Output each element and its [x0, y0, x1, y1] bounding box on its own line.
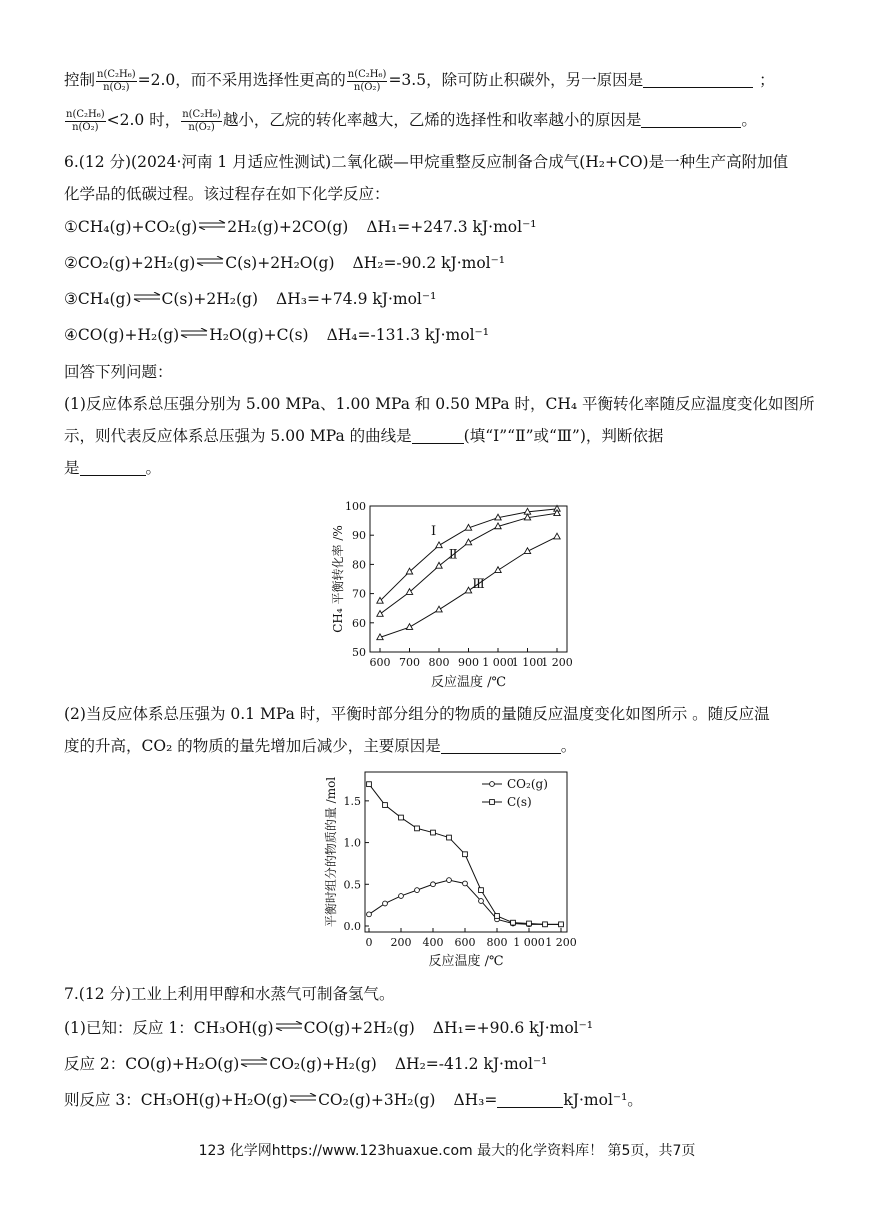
- data-point: [447, 835, 452, 840]
- ratio-fraction: [181, 109, 222, 134]
- reaction-rhs: C(s)+2H₂O(g): [225, 254, 335, 272]
- data-point: [399, 815, 404, 820]
- series-label: Ⅲ: [472, 576, 485, 592]
- x-tick-label: 700: [399, 656, 420, 669]
- answer-blank[interactable]: [80, 459, 146, 476]
- q6-part1-text-c: 是: [64, 459, 80, 477]
- reaction-enthalpy: ΔH₂=-90.2 kJ·mol⁻¹: [352, 254, 506, 272]
- q6-part1-line-1: (1)反应体系总压强分别为 5.00 MPa、1.00 MPa 和 0.50 MPa 时，CH₄ 平衡转化率随反应温度变化如图所: [64, 395, 815, 413]
- data-point: [543, 922, 548, 927]
- equilibrium-arrow-icon: [198, 220, 226, 230]
- reaction-lhs: (1)已知：反应 1：CH₃OH(g): [64, 1019, 274, 1037]
- x-axis-label: 反应温度 /℃: [428, 954, 504, 969]
- equilibrium-arrow-icon: [240, 1057, 268, 1067]
- reaction-enthalpy: ΔH₃=: [453, 1091, 498, 1109]
- x-tick-label: 0: [365, 936, 373, 949]
- data-point: [479, 899, 484, 904]
- x-tick-label: 200: [390, 936, 412, 949]
- legend-label: CO₂(g): [507, 777, 548, 791]
- q5-text-b: =2.0，而不采用选择性更高的: [137, 71, 346, 89]
- page-footer: 123 化学网https://www.123huaxue.com 最大的化学资料库！ 第5页，共7页: [198, 1143, 696, 1159]
- q5-end: ；: [759, 71, 775, 89]
- y-tick-label: 80: [352, 558, 366, 572]
- data-point: [431, 882, 436, 887]
- q7-reaction-1: [64, 1016, 593, 1038]
- series-line-1: [369, 880, 561, 924]
- y-axis-label: 平衡时组分的物质的量 /mol: [324, 776, 338, 928]
- frac-denominator: n(O₂): [103, 81, 130, 93]
- component-amount-chart: [320, 766, 580, 970]
- x-tick-label: 1 000: [482, 656, 514, 669]
- reaction-rhs: CO(g)+2H₂(g): [303, 1019, 415, 1037]
- reaction-enthalpy: ΔH₁=+247.3 kJ·mol⁻¹: [366, 218, 537, 236]
- equilibrium-arrow-icon: [180, 328, 208, 338]
- q5-line-1: [64, 68, 775, 94]
- x-tick-label: 800: [486, 936, 508, 949]
- data-point: [554, 533, 560, 539]
- reaction-rhs: 2H₂(g)+2CO(g): [227, 218, 349, 236]
- frac-denominator: n(O₂): [353, 81, 381, 93]
- y-tick-label: 90: [352, 529, 366, 543]
- frac-numerator: n(C₂H₆): [66, 108, 105, 120]
- q5-text-a: 控制: [64, 71, 96, 89]
- reaction-4: [64, 326, 489, 344]
- reaction-lhs: ①CH₄(g)+CO₂(g): [64, 218, 198, 236]
- data-point: [367, 912, 372, 917]
- data-point: [479, 888, 484, 893]
- q6-part2-line-1: (2)当反应体系总压强为 0.1 MPa 时，平衡时部分组分的物质的量随反应温度变化如图所示 。随反应温: [64, 705, 770, 723]
- data-point: [465, 539, 471, 545]
- data-point: [436, 542, 442, 548]
- frac-denominator: n(O₂): [188, 121, 215, 133]
- reaction-rhs: CO₂(g)+H₂(g): [269, 1055, 377, 1073]
- data-point: [399, 894, 404, 899]
- answer-blank[interactable]: [412, 427, 464, 444]
- q5-text-c: =3.5，除可防止积碳外，另一原因是: [388, 71, 644, 89]
- q6-part2-end: 。: [560, 737, 577, 755]
- q6-part1-line-3: [64, 456, 161, 478]
- data-point: [495, 567, 501, 573]
- x-tick-label: 900: [458, 656, 479, 669]
- q5-line-2: [64, 108, 757, 134]
- equilibrium-arrow-icon: [196, 256, 224, 266]
- reaction-lhs: 则反应 3：CH₃OH(g)+H₂O(g): [64, 1091, 289, 1109]
- y-tick-label: 0.5: [343, 878, 361, 892]
- y-tick-label: 70: [352, 587, 366, 601]
- q5-text-d: <2.0 时，: [106, 111, 181, 129]
- ch4-conversion-chart: [320, 494, 580, 690]
- q6-part2-text: 度的升高，CO₂ 的物质的量先增加后减少，主要原因是: [64, 737, 441, 755]
- x-tick-label: 800: [428, 656, 450, 669]
- x-tick-label: 600: [369, 656, 391, 669]
- data-point: [406, 624, 412, 630]
- x-tick-label: 1 200: [541, 656, 573, 669]
- y-axis-label: CH₄ 平衡转化率 /%: [331, 525, 345, 633]
- y-tick-label: 100: [345, 500, 366, 513]
- data-point: [436, 562, 442, 568]
- x-axis-label: 反应温度 /℃: [430, 675, 507, 690]
- q6-intro-1: 6.(12 分)(2024·河南 1 月适应性测试)二氧化碳—甲烷重整反应制备合成气(H₂+CO)是一种生产高附加值: [64, 153, 789, 171]
- equilibrium-arrow-icon: [275, 1021, 303, 1031]
- y-tick-label: 60: [352, 616, 366, 630]
- q6-part2-line-2: [64, 734, 576, 756]
- data-point: [559, 922, 564, 927]
- ratio-fraction: [96, 69, 137, 94]
- reaction-1: [64, 218, 536, 236]
- data-point: [495, 914, 500, 919]
- reaction-2: [64, 254, 505, 272]
- q5-end: 。: [741, 111, 757, 129]
- y-tick-label: 50: [352, 646, 366, 659]
- data-point: [527, 921, 532, 926]
- reaction-lhs: ②CO₂(g)+2H₂(g): [64, 254, 196, 272]
- q6-part1-text: 示，则代表反应体系总压强为 5.00 MPa 的曲线是: [64, 427, 412, 445]
- ratio-fraction: [347, 69, 388, 94]
- ratio-fraction: [65, 109, 106, 134]
- data-point: [383, 803, 388, 808]
- answer-blank[interactable]: [643, 71, 753, 88]
- data-point: [463, 852, 468, 857]
- data-point: [463, 881, 468, 886]
- data-point: [377, 611, 383, 617]
- reaction-enthalpy: ΔH₃=+74.9 kJ·mol⁻¹: [276, 290, 437, 308]
- x-tick-label: 600: [454, 936, 476, 949]
- data-point: [447, 878, 452, 883]
- equilibrium-arrow-icon: [133, 292, 161, 302]
- series-label: Ⅰ: [431, 524, 437, 540]
- reaction-enthalpy: ΔH₁=+90.6 kJ·mol⁻¹: [432, 1019, 594, 1037]
- answer-blank[interactable]: [497, 1091, 563, 1108]
- answer-prompt: 回答下列问题：: [64, 363, 173, 381]
- legend-label: C(s): [507, 795, 532, 809]
- data-point: [465, 587, 471, 593]
- x-tick-label: 1 100: [511, 656, 544, 669]
- x-tick-label: 400: [422, 936, 444, 949]
- data-point: [436, 606, 442, 612]
- x-tick-label: 1 200: [545, 936, 577, 949]
- reaction-lhs: ④CO(g)+H₂(g): [64, 326, 180, 344]
- frac-numerator: n(C₂H₆): [347, 68, 387, 80]
- enthalpy-unit: kJ·mol⁻¹。: [563, 1091, 643, 1109]
- data-point: [415, 888, 420, 893]
- y-tick-label: 1.0: [343, 836, 361, 850]
- data-point: [367, 782, 372, 787]
- reaction-3: [64, 290, 436, 308]
- data-point: [511, 920, 516, 925]
- reaction-enthalpy: ΔH₂=-41.2 kJ·mol⁻¹: [394, 1055, 548, 1073]
- legend-marker: [490, 800, 495, 805]
- reaction-enthalpy: ΔH₄=-131.3 kJ·mol⁻¹: [326, 326, 489, 344]
- equilibrium-arrow-icon: [289, 1093, 317, 1103]
- frac-denominator: n(O₂): [72, 121, 99, 133]
- answer-blank[interactable]: [641, 111, 741, 128]
- legend-marker: [490, 782, 495, 787]
- reaction-lhs: ③CH₄(g): [64, 290, 132, 308]
- q7-reaction-2: [64, 1052, 547, 1074]
- y-tick-label: 1.5: [343, 794, 361, 808]
- series-label: Ⅱ: [448, 547, 458, 563]
- q6-part1-text-b: (填“Ⅰ”“Ⅱ”或“Ⅲ”)，判断依据: [463, 427, 664, 445]
- reaction-rhs: H₂O(g)+C(s): [209, 326, 309, 344]
- data-point: [431, 830, 436, 835]
- q5-text-e: 越小，乙烷的转化率越大，乙烯的选择性和收率越小的原因是: [222, 111, 642, 129]
- y-tick-label: 0.0: [343, 920, 361, 933]
- frac-numerator: n(C₂H₆): [182, 108, 221, 120]
- frac-numerator: n(C₂H₆): [97, 68, 136, 80]
- q7-intro: 7.(12 分)工业上利用甲醇和水蒸气可制备氢气。: [64, 985, 395, 1003]
- data-point: [415, 826, 420, 831]
- q6-part1-end: 。: [145, 459, 162, 477]
- q6-intro-2: 化学品的低碳过程。该过程存在如下化学反应：: [64, 185, 390, 203]
- data-point: [383, 901, 388, 906]
- q6-part1-line-2: [64, 424, 663, 446]
- x-tick-label: 1 000: [513, 936, 545, 949]
- reaction-rhs: CO₂(g)+3H₂(g): [318, 1091, 436, 1109]
- reaction-rhs: C(s)+2H₂(g): [161, 290, 259, 308]
- answer-blank[interactable]: [441, 737, 561, 754]
- q7-reaction-3: [64, 1088, 643, 1110]
- reaction-lhs: 反应 2：CO(g)+H₂O(g): [64, 1055, 240, 1073]
